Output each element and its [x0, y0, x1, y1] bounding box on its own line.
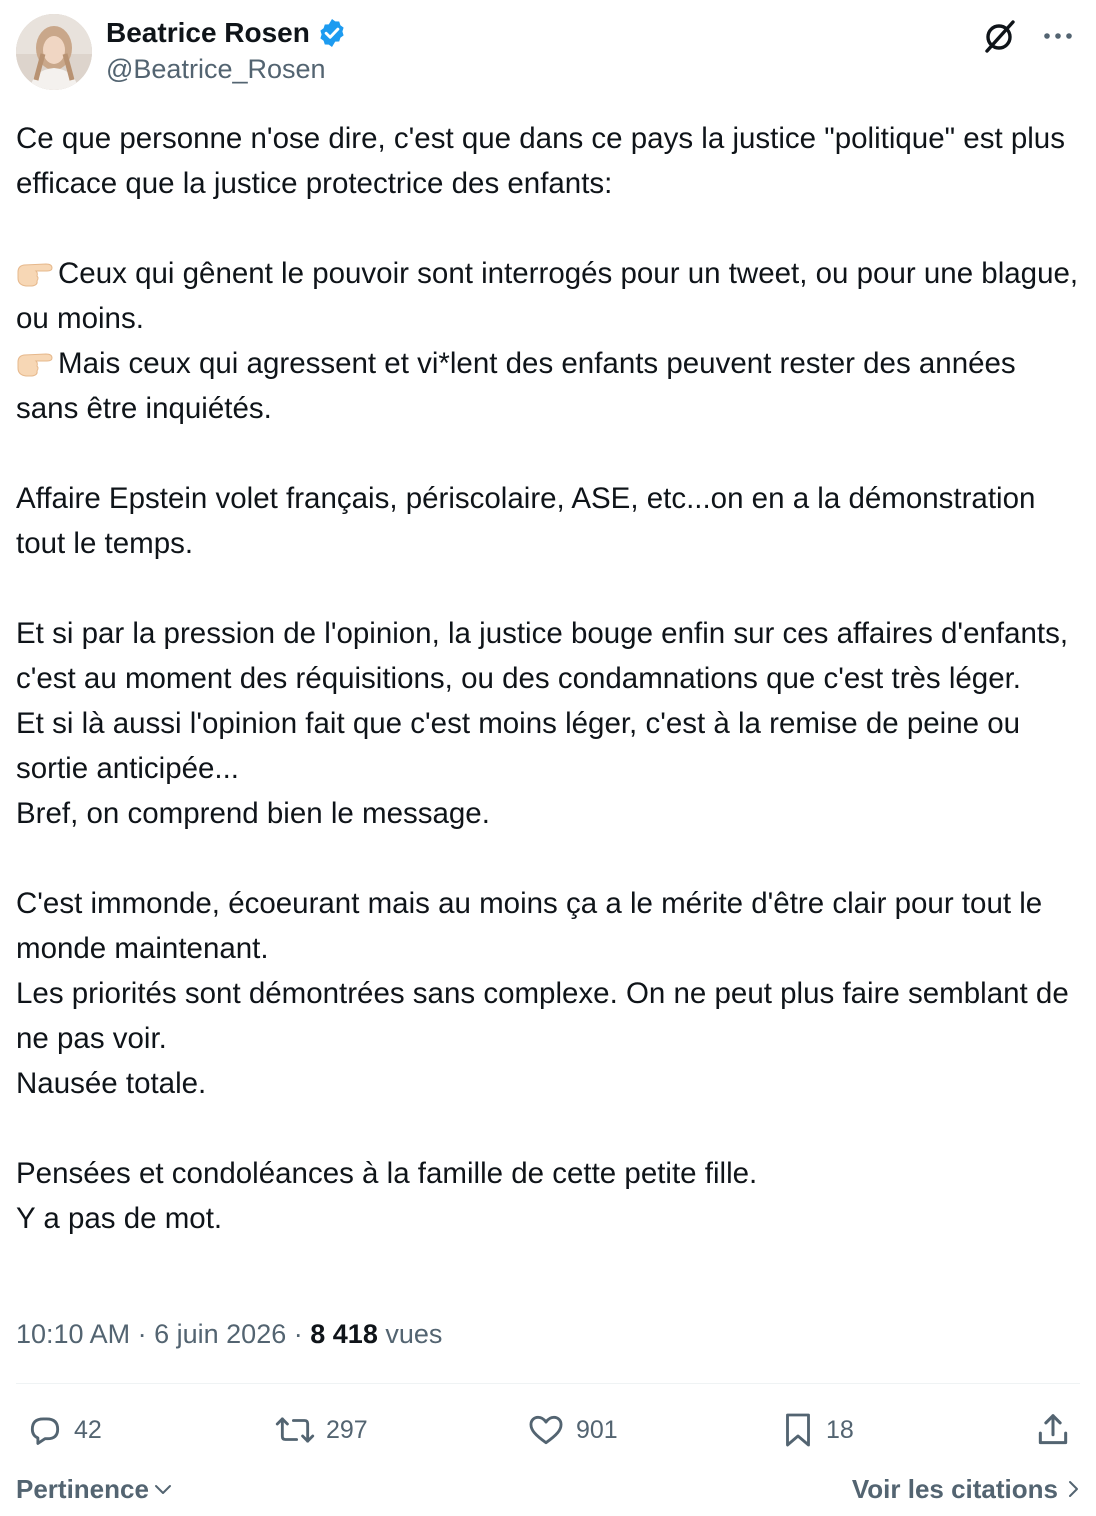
- bookmark-count: 18: [826, 1415, 854, 1444]
- author-handle[interactable]: @Beatrice_Rosen: [106, 54, 326, 84]
- tweet-header: [16, 14, 1080, 94]
- pointing-finger-icon: [16, 256, 56, 286]
- like-icon: [526, 1411, 566, 1449]
- meta-separator: ·: [137, 1319, 147, 1349]
- tweet-meta: [16, 1312, 442, 1356]
- more-icon[interactable]: [1036, 16, 1080, 56]
- meta-separator: ·: [293, 1319, 303, 1349]
- tweet-line-text: Ceux qui gênent le pouvoir sont interrogés pour un tweet, ou pour une blague, ou moins.: [16, 257, 1087, 335]
- display-name-text: Beatrice Rosen: [106, 17, 310, 48]
- top-right-icons: [978, 16, 1080, 56]
- like-button[interactable]: [526, 1400, 618, 1460]
- tweet-line-text: Pensées et condoléances à la famille de cette petite fille.: [16, 1157, 758, 1190]
- tweet-line: [16, 791, 1080, 836]
- tweet-line-text: Y a pas de mot.: [16, 1202, 223, 1235]
- reply-button[interactable]: [26, 1400, 102, 1460]
- bookmark-icon: [780, 1410, 816, 1450]
- tweet-line: [16, 1151, 1080, 1196]
- repost-count: 297: [326, 1415, 368, 1444]
- tweet-line: [16, 1196, 1080, 1241]
- tweet-line-text: Affaire Epstein volet français, périscolaire, ASE, etc...on en a la démonstration tout le temps.: [16, 482, 1044, 560]
- tweet-line: [16, 1061, 1080, 1106]
- sort-dropdown[interactable]: [16, 1466, 173, 1512]
- quotes-label: Voir les citations: [851, 1474, 1058, 1504]
- reply-count: 42: [74, 1415, 102, 1444]
- tweet-line-text: Bref, on comprend bien le message.: [16, 797, 490, 830]
- replies-footer: [16, 1466, 1080, 1512]
- like-count: 901: [576, 1415, 618, 1444]
- views-count[interactable]: 8 418: [310, 1319, 378, 1349]
- tweet-line: [16, 116, 1080, 206]
- pointing-finger-icon: [16, 346, 56, 376]
- author-display-name[interactable]: [106, 16, 348, 50]
- tweet-line-text: Nausée totale.: [16, 1067, 207, 1100]
- tweet-line: [16, 611, 1080, 701]
- tweet-text: [16, 116, 1087, 1241]
- share-button[interactable]: [1034, 1400, 1072, 1460]
- tweet-line-empty: [16, 566, 1080, 611]
- tweet-line-text: Et si par la pression de l'opinion, la justice bouge enfin sur ces affaires d'enfants, c'est au moment des réquisitions, ou des condamnations que c'est très léger.: [16, 617, 1077, 695]
- reply-icon: [26, 1411, 64, 1449]
- tweet-line: [16, 881, 1080, 971]
- author-names: [106, 16, 348, 88]
- tweet-line-empty: [16, 836, 1080, 881]
- chevron-down-icon: [153, 1482, 173, 1496]
- action-bar: [16, 1400, 1080, 1460]
- avatar[interactable]: [16, 14, 92, 90]
- tweet-line-text: C'est immonde, écoeurant mais au moins ça a le mérite d'être clair pour tout le monde maintenant.: [16, 887, 1051, 965]
- tweet-line-text: Et si là aussi l'opinion fait que c'est moins léger, c'est à la remise de peine ou sortie anticipée...: [16, 707, 1029, 785]
- views-label: vues: [385, 1319, 443, 1349]
- grok-icon[interactable]: [978, 16, 1022, 56]
- tweet-line-text: Les priorités sont démontrées sans complexe. On ne peut plus faire semblant de ne pas voir.: [16, 977, 1077, 1055]
- tweet-time[interactable]: 10:10 AM: [16, 1319, 131, 1349]
- tweet-line-empty: [16, 206, 1080, 251]
- tweet-line: [16, 341, 1080, 431]
- view-quotes-link[interactable]: [852, 1466, 1080, 1512]
- tweet-line-text: Mais ceux qui agressent et vi*lent des enfants peuvent rester des années sans être inquiétés.: [16, 347, 1024, 425]
- repost-button[interactable]: [274, 1400, 368, 1460]
- tweet-line: [16, 701, 1080, 791]
- chevron-right-icon: [1066, 1478, 1080, 1500]
- tweet-line: [16, 476, 1080, 566]
- tweet-line: [16, 251, 1087, 341]
- divider: [16, 1383, 1080, 1384]
- tweet-line: [16, 971, 1080, 1061]
- avatar-image: [16, 14, 92, 90]
- sort-label: Pertinence: [16, 1474, 149, 1504]
- repost-icon: [274, 1411, 316, 1449]
- verified-badge-icon: [316, 17, 348, 49]
- tweet-line-empty: [16, 1106, 1080, 1151]
- tweet-date[interactable]: 6 juin 2026: [154, 1319, 287, 1349]
- tweet-line-empty: [16, 431, 1080, 476]
- share-icon: [1034, 1411, 1072, 1449]
- bookmark-button[interactable]: [780, 1400, 854, 1460]
- tweet-line-text: Ce que personne n'ose dire, c'est que dans ce pays la justice "politique" est plus efficace que la justice protectrice des enfants:: [16, 122, 1074, 200]
